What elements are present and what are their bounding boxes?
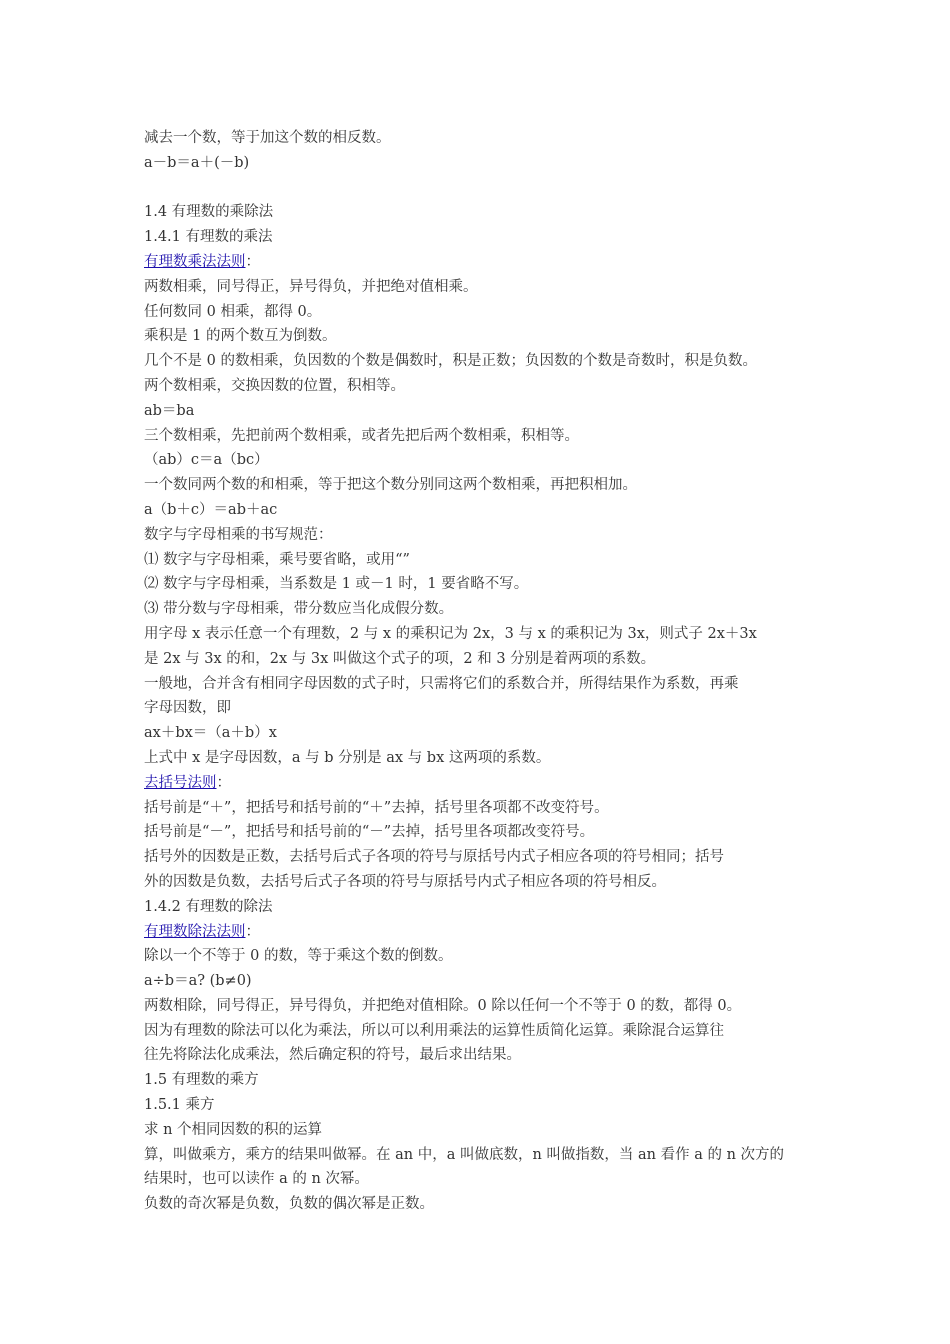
text-line: 是 2x 与 3x 的和，2x 与 3x 叫做这个式子的项，2 和 3 分别是着两项的系数。 <box>144 650 656 667</box>
rule-link-suffix: ： <box>245 253 260 270</box>
rule-heading <box>144 771 824 796</box>
text-line: 1.4.2 有理数的除法 <box>144 898 273 915</box>
text-line: 1.5.1 乘方 <box>144 1097 215 1114</box>
text-line: 括号前是“＋”，把括号和括号前的“＋”去掉，括号里各项都不改变符号。 <box>144 799 609 816</box>
text-line: 一般地，合并含有相同字母因数的式子时，只需将它们的系数合并，所得结果作为系数，再乘 <box>144 675 739 692</box>
rule-link[interactable]: 有理数乘法法则 <box>144 253 246 270</box>
text-line: 一个数同两个数的和相乘，等于把这个数分别同这两个数相乘，再把积相加。 <box>144 477 637 494</box>
text-line: 用字母 x 表示任意一个有理数，2 与 x 的乘积记为 2x，3 与 x 的乘积记为 3x，则式子 2x＋3x <box>144 625 757 642</box>
text-line: 括号外的因数是正数，去括号后式子各项的符号与原括号内式子相应各项的符号相同；括号 <box>144 849 724 866</box>
text-line: 括号前是“－”，把括号和括号前的“－”去掉，括号里各项都改变符号。 <box>144 824 595 841</box>
rule-heading <box>144 250 824 275</box>
text-line: 数字与字母相乘的书写规范： <box>144 526 333 543</box>
text-line: 求 n 个相同因数的积的运算 <box>144 1121 323 1138</box>
text-line: 两个数相乘，交换因数的位置，积相等。 <box>144 377 405 394</box>
text-line: ⑴ 数字与字母相乘，乘号要省略，或用“” <box>144 551 410 568</box>
rule-link[interactable]: 去括号法则 <box>144 774 217 791</box>
text-line: 1.4 有理数的乘除法 <box>144 204 274 221</box>
text-line: 几个不是 0 的数相乘，负因数的个数是偶数时，积是正数；负因数的个数是奇数时，积是负数。 <box>144 353 757 370</box>
text-line: 外的因数是负数，去括号后式子各项的符号与原括号内式子相应各项的符号相反。 <box>144 873 666 890</box>
text-line: 三个数相乘，先把前两个数相乘，或者先把后两个数相乘，积相等。 <box>144 427 579 444</box>
text-line: 上式中 x 是字母因数，a 与 b 分别是 ax 与 bx 这两项的系数。 <box>144 749 551 766</box>
text-line: 除以一个不等于 0 的数，等于乘这个数的倒数。 <box>144 948 453 965</box>
rule-link-suffix: ： <box>245 923 260 940</box>
text-line: 任何数同 0 相乘，都得 0。 <box>144 303 322 320</box>
rule-heading <box>144 920 824 945</box>
text-line: a÷b＝a? (b≠0) <box>144 973 252 990</box>
document-body <box>144 126 824 1217</box>
text-line: 两数相乘，同号得正，异号得负，并把绝对值相乘。 <box>144 278 478 295</box>
text-line: 1.4.1 有理数的乘法 <box>144 229 273 246</box>
text-line: ax＋bx＝（a＋b）x <box>144 725 277 742</box>
text-line: 负数的奇次幂是负数，负数的偶次幂是正数。 <box>144 1196 434 1213</box>
text-line: 往先将除法化成乘法，然后确定积的符号，最后求出结果。 <box>144 1047 521 1064</box>
text-line: 字母因数，即 <box>144 700 231 717</box>
text-line: 1.5 有理数的乘方 <box>144 1072 259 1089</box>
text-line: ab＝ba <box>144 402 195 419</box>
text-line: a－b＝a＋(－b) <box>144 154 250 171</box>
text-line: a（b＋c）＝ab＋ac <box>144 501 278 518</box>
text-line: 算，叫做乘方，乘方的结果叫做幂。在 an 中，a 叫做底数，n 叫做指数，当 an 看作 a 的 n 次方的 <box>144 1146 785 1163</box>
text-line: （ab）c＝a（bc） <box>144 452 269 469</box>
text-line: 减去一个数，等于加这个数的相反数。 <box>144 130 391 146</box>
text-line: 结果时，也可以读作 a 的 n 次幂。 <box>144 1171 369 1188</box>
text-line: 两数相除，同号得正，异号得负，并把绝对值相除。0 除以任何一个不等于 0 的数，都得 0。 <box>144 997 742 1014</box>
text-line: ⑵ 数字与字母相乘，当系数是 1 或－1 时，1 要省略不写。 <box>144 576 529 593</box>
text-line: ⑶ 带分数与字母相乘，带分数应当化成假分数。 <box>144 601 454 618</box>
text-line: 乘积是 1 的两个数互为倒数。 <box>144 328 337 345</box>
rule-link-suffix: ： <box>216 774 231 791</box>
rule-link[interactable]: 有理数除法法则 <box>144 923 246 940</box>
text-line: 因为有理数的除法可以化为乘法，所以可以利用乘法的运算性质简化运算。乘除混合运算往 <box>144 1022 724 1039</box>
blank-line <box>144 176 824 201</box>
